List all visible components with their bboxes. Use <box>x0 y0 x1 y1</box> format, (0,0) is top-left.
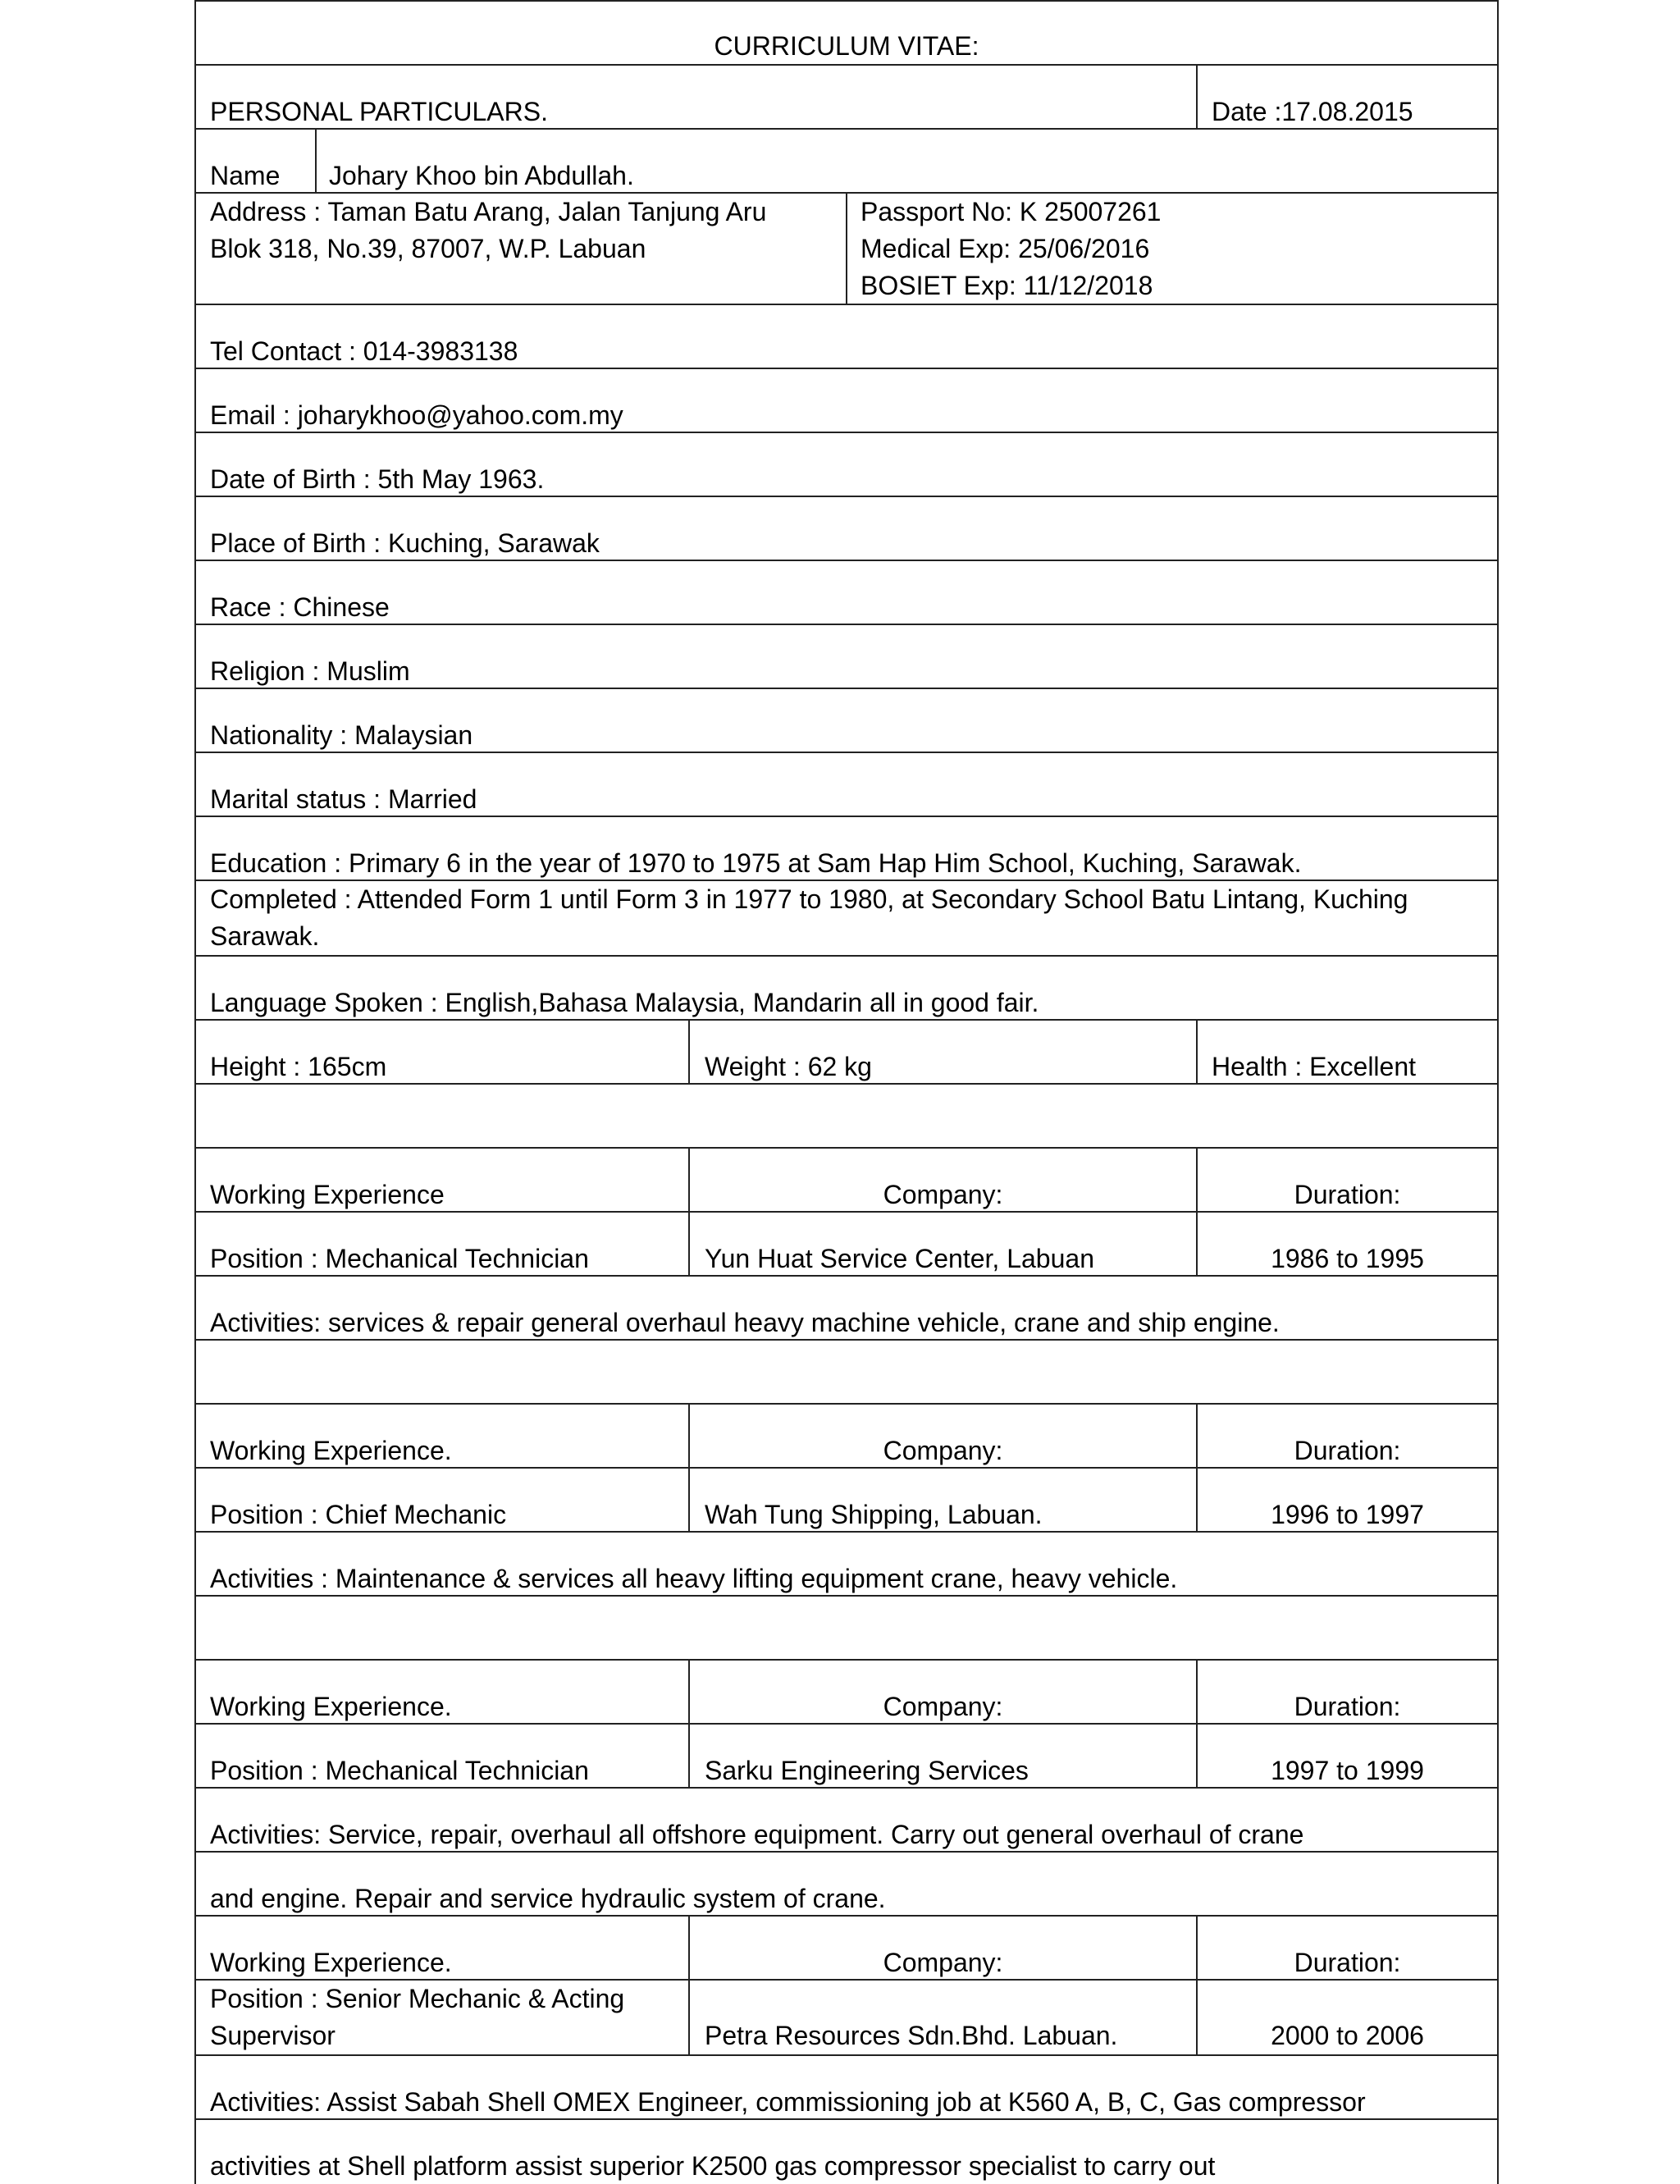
name-value: Johary Khoo bin Abdullah. <box>329 161 634 190</box>
divider <box>688 1725 690 1787</box>
marital-status: Marital status : Married <box>210 784 477 814</box>
marital-row <box>194 752 1499 817</box>
name-row <box>194 128 1499 194</box>
exp-duration: 2000 to 2006 <box>1271 2021 1424 2050</box>
exp-4-activities-row-1 <box>194 2054 1499 2120</box>
date-of-birth: Date of Birth : 5th May 1963. <box>210 464 545 494</box>
divider <box>688 1469 690 1531</box>
divider <box>1196 1021 1198 1083</box>
company-label: Company: <box>883 1436 1003 1465</box>
exp-activities: Activities: Service, repair, overhaul all offshore equipment. Carry out general overhaul of crane <box>210 1820 1304 1849</box>
bosiet-expiry: BOSIET Exp: 11/12/2018 <box>861 271 1153 300</box>
title-row <box>194 0 1499 66</box>
exp-company: Wah Tung Shipping, Labuan. <box>705 1500 1043 1529</box>
divider <box>1196 66 1198 128</box>
exp-4-activities-row-2 <box>194 2118 1499 2184</box>
exp-header-label: Working Experience. <box>210 1948 452 1977</box>
exp-1-activities-row <box>194 1275 1499 1341</box>
duration-label: Duration: <box>1294 1436 1401 1465</box>
company-label: Company: <box>883 1948 1003 1977</box>
tel-row <box>194 304 1499 369</box>
exp-position: Position : Mechanical Technician <box>210 1756 589 1785</box>
exp-2-detail-row <box>194 1467 1499 1533</box>
divider <box>846 194 847 304</box>
address-line-1: Address : Taman Batu Arang, Jalan Tanjung Aru <box>210 197 767 226</box>
duration-label: Duration: <box>1294 1180 1401 1209</box>
divider <box>688 1981 690 2054</box>
personal-heading: PERSONAL PARTICULARS. <box>210 97 548 126</box>
divider <box>688 1213 690 1275</box>
completed-line-1: Completed : Attended Form 1 until Form 3 in 1977 to 1980, at Secondary School Batu Lintang, Kuching <box>210 884 1408 914</box>
exp-position-line-1: Position : Senior Mechanic & Acting <box>210 1984 625 2013</box>
exp-header-label: Working Experience. <box>210 1692 452 1721</box>
duration-label: Duration: <box>1294 1692 1401 1721</box>
spacer-row <box>194 1083 1499 1149</box>
exp-4-detail-row <box>194 1979 1499 2056</box>
education-row <box>194 816 1499 881</box>
exp-position-line-2: Supervisor <box>210 2021 336 2050</box>
company-label: Company: <box>883 1692 1003 1721</box>
pob-row <box>194 496 1499 561</box>
tel-contact: Tel Contact : 014-3983138 <box>210 336 518 366</box>
exp-duration: 1986 to 1995 <box>1271 1244 1424 1273</box>
language-row <box>194 955 1499 1021</box>
exp-duration: 1996 to 1997 <box>1271 1500 1424 1529</box>
exp-2-activities-row <box>194 1531 1499 1597</box>
cv-title: CURRICULUM VITAE: <box>714 31 979 61</box>
exp-company: Sarku Engineering Services <box>705 1756 1029 1785</box>
education: Education : Primary 6 in the year of 1970 to 1975 at Sam Hap Him School, Kuching, Sarawak. <box>210 848 1302 878</box>
exp-header-label: Working Experience. <box>210 1436 452 1465</box>
email: Email : joharykhoo@yahoo.com.my <box>210 400 623 430</box>
exp-position: Position : Chief Mechanic <box>210 1500 507 1529</box>
duration-label: Duration: <box>1294 1948 1401 1977</box>
exp-3-activities-row-2 <box>194 1851 1499 1917</box>
exp-3-detail-row <box>194 1723 1499 1789</box>
exp-header-label: Working Experience <box>210 1180 445 1209</box>
height: Height : 165cm <box>210 1052 387 1081</box>
exp-1-header-row <box>194 1147 1499 1213</box>
health: Health : Excellent <box>1212 1052 1417 1081</box>
physical-row <box>194 1019 1499 1085</box>
religion-row <box>194 624 1499 689</box>
exp-activities: Activities: services & repair general overhaul heavy machine vehicle, crane and ship engine. <box>210 1308 1280 1337</box>
exp-2-header-row <box>194 1403 1499 1469</box>
exp-1-detail-row <box>194 1211 1499 1277</box>
cv-date: Date :17.08.2015 <box>1212 97 1413 126</box>
personal-heading-row <box>194 64 1499 130</box>
race: Race : Chinese <box>210 592 390 622</box>
name-label: Name <box>210 161 281 190</box>
exp-3-activities-row-1 <box>194 1787 1499 1853</box>
dob-row <box>194 432 1499 497</box>
exp-position: Position : Mechanical Technician <box>210 1244 589 1273</box>
exp-company: Yun Huat Service Center, Labuan <box>705 1244 1094 1273</box>
spacer-row <box>194 1595 1499 1661</box>
medical-expiry: Medical Exp: 25/06/2016 <box>861 234 1150 263</box>
address-row <box>194 192 1499 305</box>
passport-number: Passport No: K 25007261 <box>861 197 1162 226</box>
divider <box>315 130 317 192</box>
religion: Religion : Muslim <box>210 656 410 686</box>
exp-duration: 1997 to 1999 <box>1271 1756 1424 1785</box>
exp-activities: activities at Shell platform assist superior K2500 gas compressor specialist to carry out <box>210 2151 1216 2181</box>
email-row <box>194 368 1499 433</box>
nationality-row <box>194 688 1499 753</box>
exp-4-header-row <box>194 1915 1499 1981</box>
spacer-row <box>194 1339 1499 1405</box>
completed-line-2: Sarawak. <box>210 921 320 951</box>
divider <box>688 1021 690 1083</box>
company-label: Company: <box>883 1180 1003 1209</box>
exp-3-header-row <box>194 1659 1499 1725</box>
nationality: Nationality : Malaysian <box>210 720 473 750</box>
completed-row <box>194 880 1499 957</box>
weight: Weight : 62 kg <box>705 1052 872 1081</box>
exp-activities: and engine. Repair and service hydraulic system of crane. <box>210 1884 886 1913</box>
address-line-2: Blok 318, No.39, 87007, W.P. Labuan <box>210 234 646 263</box>
exp-company: Petra Resources Sdn.Bhd. Labuan. <box>705 2021 1118 2050</box>
cv-document <box>194 0 1499 2181</box>
race-row <box>194 560 1499 625</box>
language-spoken: Language Spoken : English,Bahasa Malaysia, Mandarin all in good fair. <box>210 988 1039 1017</box>
exp-activities: Activities : Maintenance & services all heavy lifting equipment crane, heavy vehicle. <box>210 1564 1178 1593</box>
exp-activities: Activities: Assist Sabah Shell OMEX Engineer, commissioning job at K560 A, B, C, Gas compressor <box>210 2087 1366 2117</box>
place-of-birth: Place of Birth : Kuching, Sarawak <box>210 528 600 558</box>
